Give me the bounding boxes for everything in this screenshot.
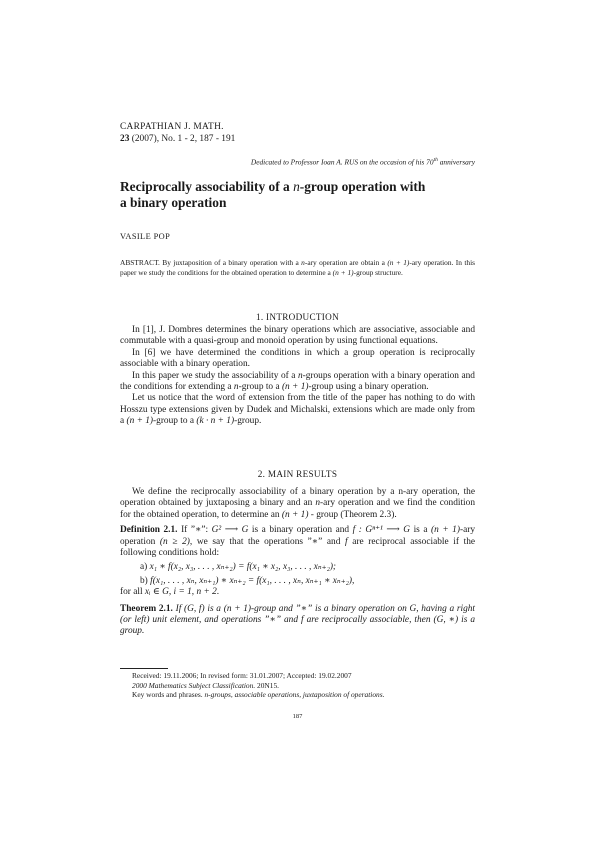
msc-classification <box>132 681 475 691</box>
math: n <box>233 382 239 393</box>
intro-paragraph-3 <box>120 371 475 394</box>
text: -ary operation and we find the condition for the obtained operation, to determine an <box>120 498 475 520</box>
dedication-superscript: th <box>433 157 438 163</box>
math: (n + 1) <box>431 525 460 536</box>
title-text-a: Reciprocally associability of a <box>120 179 294 194</box>
math: xᵢ ∈ G, i = 1, n + 2 <box>144 587 217 598</box>
keywords-value: -groups, associable operations, juxtaposition of operations. <box>208 690 385 699</box>
text: is a group. <box>120 615 475 637</box>
received-dates: Received: 19.11.2006; In revised form: 31.01.2007; Accepted: 19.02.2007 <box>132 671 352 680</box>
math: (k · n + 1) <box>196 416 235 427</box>
text: are reciprocally associable, then <box>303 615 434 626</box>
keywords-label: Key words and phrases. <box>132 690 203 699</box>
author: VASILE POP <box>120 232 171 241</box>
footnotes <box>132 671 475 700</box>
text: is a binary operation and <box>248 525 353 536</box>
text: -group to a <box>153 416 197 427</box>
math: G² ⟶ G <box>211 525 249 536</box>
section-heading-introduction: 1. INTRODUCTION <box>255 312 340 322</box>
dedication <box>251 157 475 166</box>
for-all-clause <box>120 587 475 598</box>
text: , we say that the operations ”∗” and <box>189 536 346 547</box>
text: -group using a binary operation. <box>308 382 429 393</box>
abstract-text: -group structure. <box>353 267 403 277</box>
journal-volume: 23 <box>120 134 130 144</box>
journal-header <box>120 121 235 145</box>
intro-paragraph-2: In [6] we have determined the conditions in which a group operation is reciprocally associable with a binary operation. <box>120 347 475 370</box>
abstract-math: (n + 1) <box>332 267 354 277</box>
section-main-results-body <box>120 487 475 638</box>
math: (n + 1) <box>281 382 309 393</box>
abstract-text: -ary operation are obtain a <box>304 258 388 267</box>
msc-label: 2000 Mathematics Subject Classification. <box>132 680 256 690</box>
math: G <box>409 603 417 614</box>
main-paragraph-1 <box>120 487 475 521</box>
math: n <box>297 370 303 381</box>
math: (n + 1) <box>223 603 251 614</box>
intro-paragraph-1: In [1], J. Dombres determines the binary operations which are associative, associable and commutable with a quasi-group and monoid operation by using functional equations. <box>120 325 475 347</box>
math: (n ≥ 2) <box>159 536 190 547</box>
journal-name: CARPATHIAN J. MATH. <box>120 122 224 132</box>
text: , having a right (or left) unit element, and operations ”∗” and <box>120 603 476 626</box>
dedication-text-end: anniversary <box>437 157 475 167</box>
definition-2-1 <box>120 525 475 559</box>
text: -group and ”∗” is a binary operation on <box>251 603 410 614</box>
math: (n + 1) <box>126 416 154 427</box>
condition-a <box>120 562 475 573</box>
theorem-2-1 <box>120 604 475 638</box>
title-line-2: a binary operation <box>120 195 227 210</box>
text: In this paper we study the associability of a <box>132 370 298 381</box>
math: x₁ ∗ f(x₂, x₃, . . . , xₙ₊₂) = f(x₁ ∗ x₂, x₃, . . . , xₙ₊₂); <box>149 562 337 573</box>
text: We define the reciprocally associability of a binary operation by a n-ary operation, the operation obtained by juxtaposing a binary and an <box>120 487 475 509</box>
msc-value: 20N15. <box>255 680 279 690</box>
abstract-label: ABSTRACT. <box>120 258 160 267</box>
text: are reciprocal associable if the following conditions hold: <box>120 536 476 559</box>
text: -groups operation with a binary operation and the conditions for extending a <box>120 370 475 393</box>
text: Let us notice that the word of extension from the title of the paper has nothing to do with Hosszu type extensions given by Dudek and Michalski, extensions which are made only from a <box>120 393 475 427</box>
keywords <box>132 690 475 700</box>
dedication-text: Dedicated to Professor Ioan A. RUS on the occasion of his 70 <box>250 157 434 167</box>
theorem-label: Theorem 2.1. <box>120 603 173 614</box>
page-number: 187 <box>292 713 303 720</box>
text: If <box>172 603 185 614</box>
condition-label: a) <box>140 562 148 573</box>
condition-b <box>120 576 475 587</box>
intro-paragraph-4 <box>120 393 475 427</box>
abstract-math: (n + 1) <box>387 258 410 267</box>
abstract-text: -ary operation. In this paper we study the conditions for the obtained operation to determine a <box>120 258 476 277</box>
math: n <box>315 498 321 509</box>
abstract <box>120 258 475 277</box>
text: is a <box>204 603 224 614</box>
title-math: n <box>293 179 300 194</box>
math: n <box>202 690 209 699</box>
math: (n + 1) <box>281 509 309 520</box>
definition-label: Definition 2.1. <box>120 525 178 536</box>
title-text-b: -group operation with <box>299 179 426 194</box>
text: -ary operation <box>120 525 476 547</box>
title-line-1 <box>120 179 495 195</box>
footnote-rule <box>120 668 168 669</box>
section-heading-main-results: 2. MAIN RESULTS <box>257 469 338 479</box>
math: f(x₁, . . . , xₙ, xₙ₊₁) ∗ xₙ₊₂ = f(x₁, . . . , xₙ, xₙ₊₁ ∗ xₙ₊₂), <box>150 575 355 586</box>
text: - group (Theorem 2.3). <box>308 509 397 520</box>
math: (G, f) <box>184 603 205 614</box>
math: f : Gⁿ⁺¹ ⟶ G <box>352 525 411 536</box>
journal-issue-text: (2007), No. 1 - 2, 187 - 191 <box>131 134 236 144</box>
text: -group to a <box>238 382 282 393</box>
math: f <box>301 615 304 626</box>
section-introduction-body <box>120 325 475 428</box>
abstract-math: n <box>301 258 305 267</box>
text: is a <box>410 525 432 536</box>
condition-label: b) <box>140 575 148 586</box>
paper-title <box>120 179 495 211</box>
text: If ”∗”: <box>177 525 212 536</box>
abstract-text: By juxtaposition of a binary operation with a <box>159 258 302 267</box>
math: (G, ∗) <box>433 615 459 626</box>
journal-issue <box>120 133 235 145</box>
math: f <box>345 536 348 547</box>
text: -group. <box>234 416 262 427</box>
text: . <box>216 587 220 598</box>
text: for all <box>120 587 145 598</box>
